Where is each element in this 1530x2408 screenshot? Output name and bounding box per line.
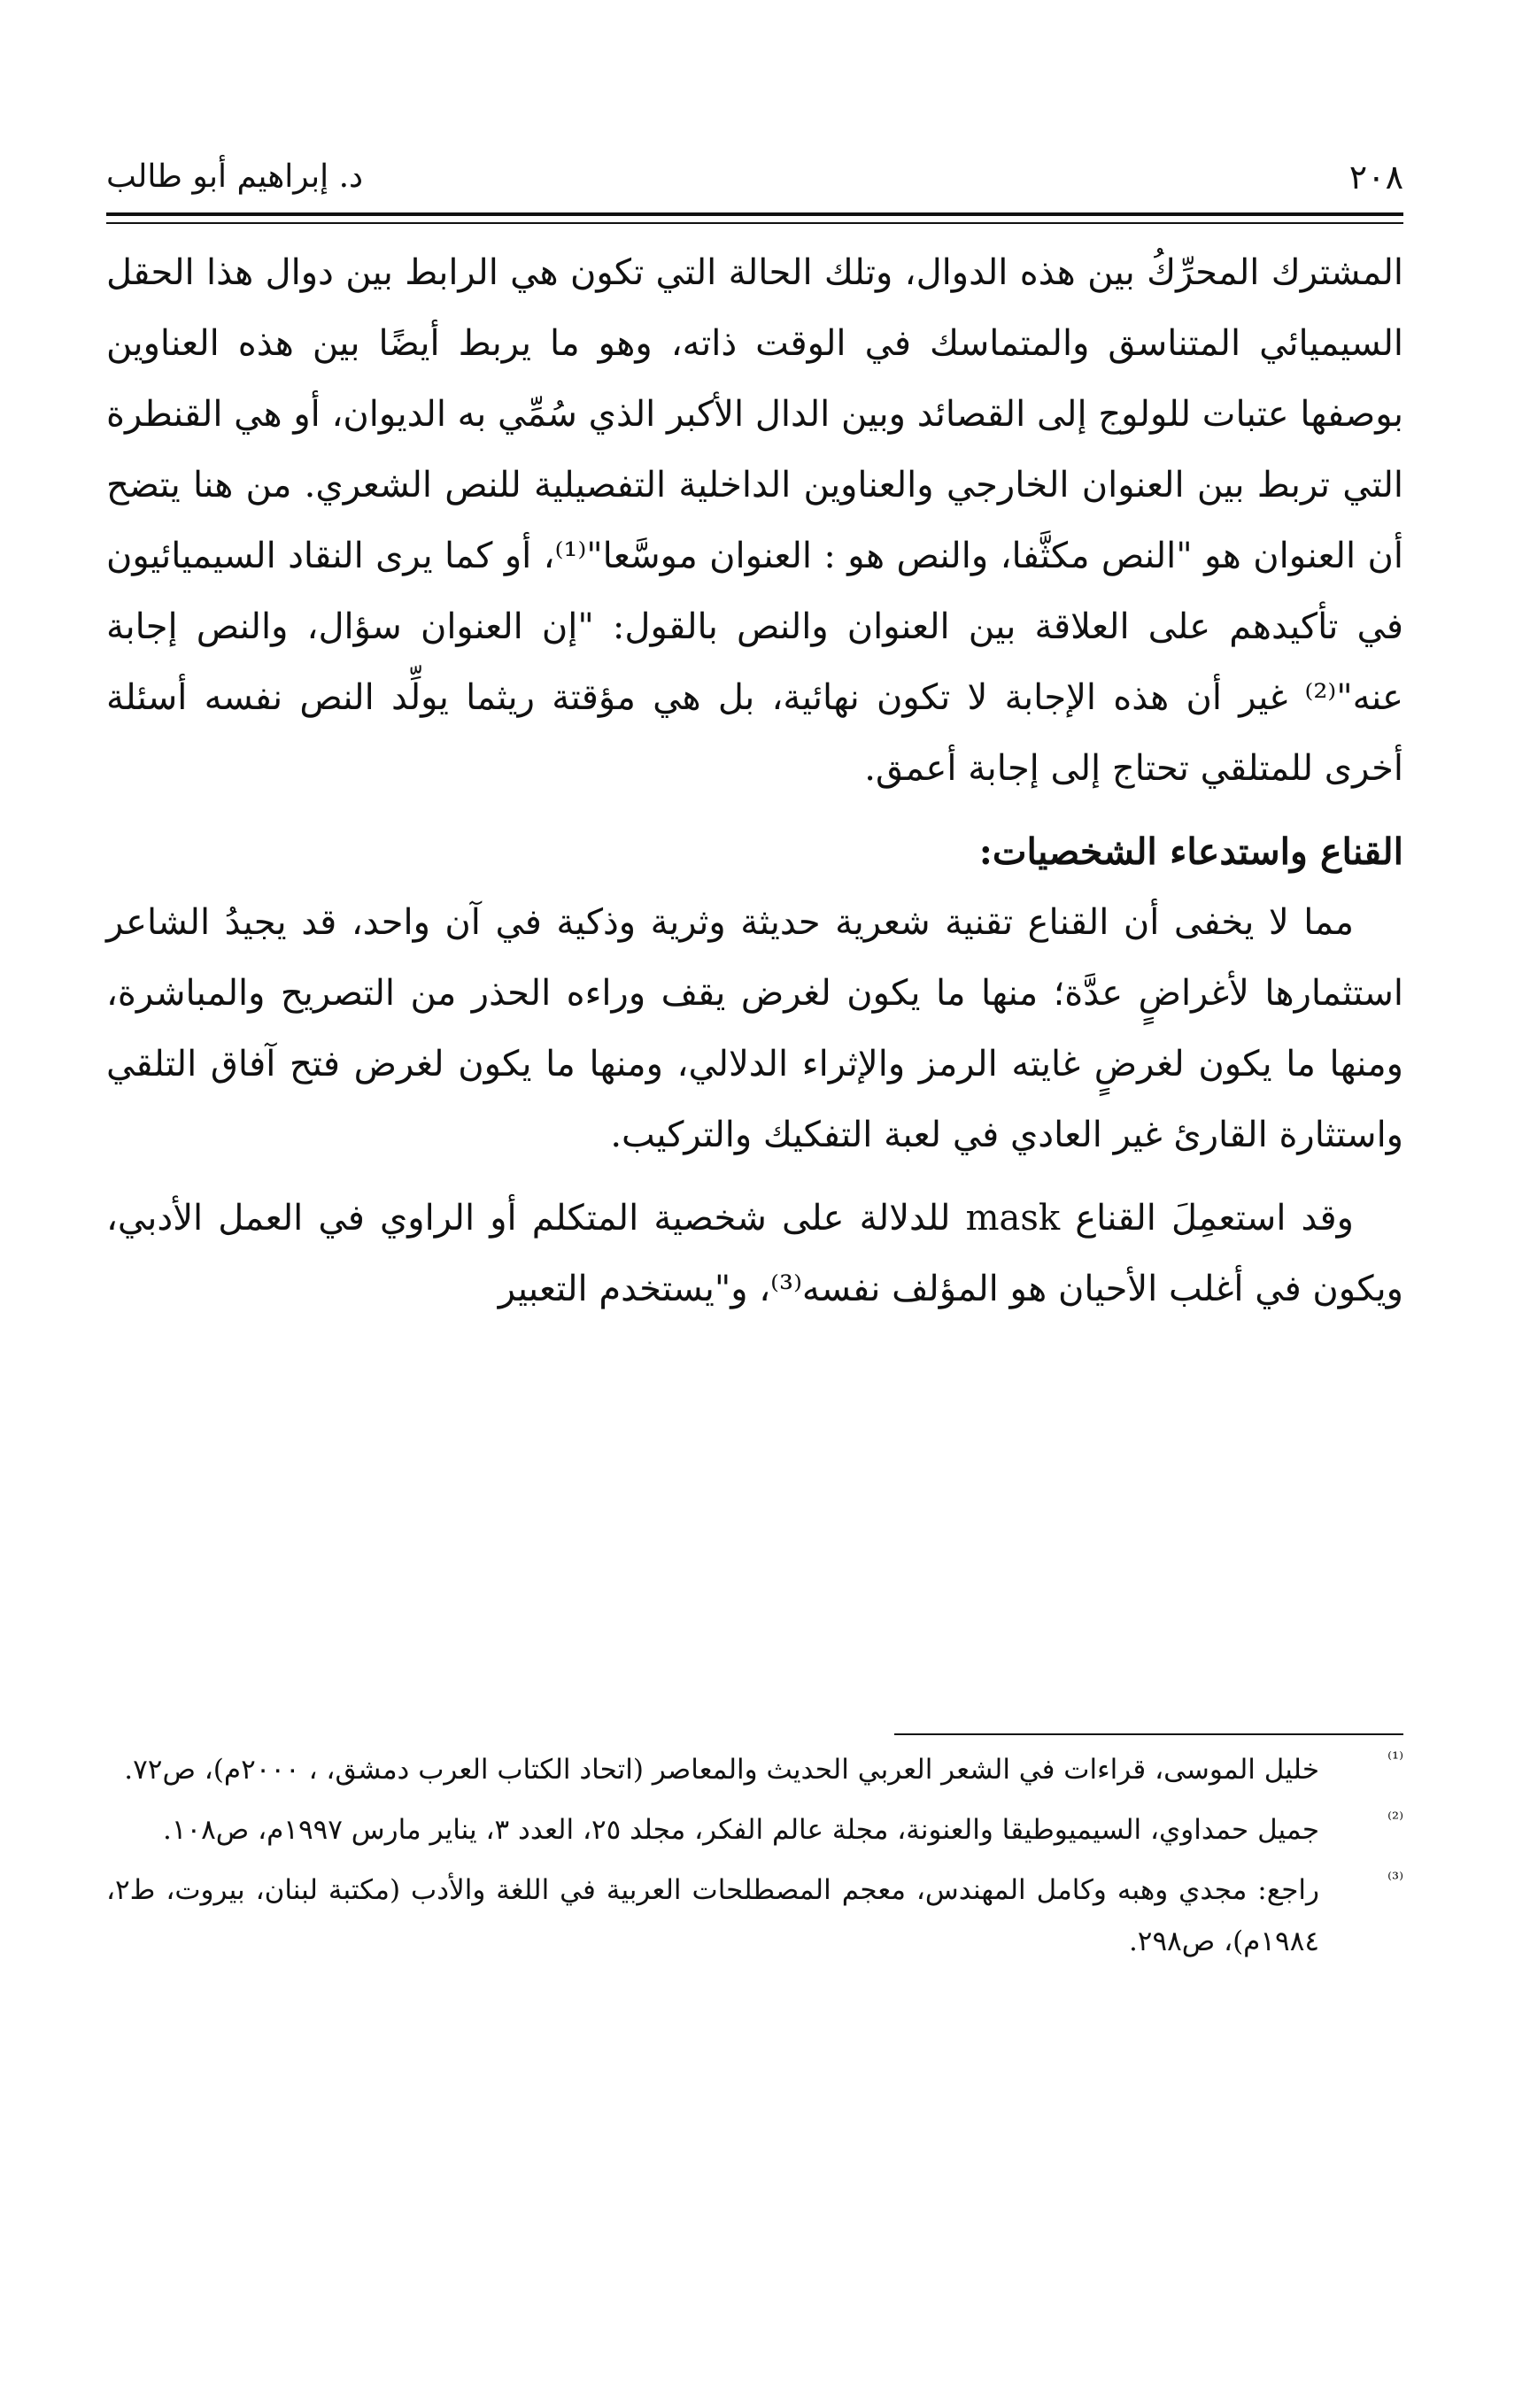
- paragraph: مما لا يخفى أن القناع تقنية شعرية حديثة وثرية وذكية في آن واحد، قد يجيدُ الشاعر استثمارها لأغراضٍ عدَّة؛ منها ما يكون لغرض يقف وراءه الحذر من التصريح والمباشرة، ومنها ما يكون لغرضٍ غايته الرمز والإثراء الدلالي، ومنها ما يكون لغرض فتح آفاق التلقي واستثارة القارئ غير العادي في لعبة التفكيك والتركيب.: [106, 902, 1403, 1155]
- page-number: ٢٠٨: [1348, 158, 1403, 197]
- paragraph-continued: المشترك المحرِّكُ بين هذه الدوال، وتلك الحالة التي تكون هي الرابط بين دوال هذا الحقل السيميائي المتناسق والمتماسك في الوقت ذاته، وهو ما يربط أيضًا بين هذه العناوين بوصفها عتبات للولوج إلى القصائد وبين الدال الأكبر الذي سُمِّي به الديوان، أو هي القنطرة التي تربط بين العنوان الخارجي والعناوين الداخلية التفصيلية للنص الشعري. من هنا يتضح أن العنوان هو "النص مكثَّفا، والنص هو : العنوان موسَّعا"⁽¹⁾، أو كما يرى النقاد السيميائيون في تأكيدهم على العلاقة بين العنوان والنص بالقول: "إن العنوان سؤال، والنص إجابة عنه"⁽²⁾ غير أن هذه الإجابة لا تكون نهائية، بل هي مؤقتة ريثما يولِّد النص نفسه أسئلة أخرى للمتلقي تحتاج إلى إجابة أعمق.: [106, 252, 1404, 789]
- footnote-text: خليل الموسى، قراءات في الشعر العربي الحديث والمعاصر (اتحاد الكتاب العرب دمشق، ، ٢٠٠٠م)، ص٧٢.: [124, 1754, 1319, 1786]
- running-header: [106, 150, 1403, 204]
- paragraph: وقد استعمِلَ القناع mask للدلالة على شخصية المتكلم أو الراوي في العمل الأدبي، ويكون في أغلب الأحيان هو المؤلف نفسه⁽³⁾، و"يستخدم التعبير: [106, 1198, 1403, 1309]
- section-heading: القناع واستدعاء الشخصيات:: [978, 830, 1403, 873]
- running-head-author: د. إبراهيم أبو طالب: [106, 158, 364, 195]
- footnotes: [106, 1744, 1403, 1976]
- footnote-3: [106, 1864, 1403, 1967]
- main-text: [106, 237, 1403, 1324]
- footnote-separator: [894, 1733, 1403, 1735]
- footnote-2: [106, 1804, 1403, 1856]
- footnote-marker: ⁽²⁾: [1387, 1808, 1403, 1829]
- footnote-marker: ⁽¹⁾: [1387, 1748, 1403, 1769]
- footnote-text: جميل حمداوي، السيميوطيقا والعنونة، مجلة عالم الفكر، مجلد ٢٥، العدد ٣، يناير مارس ١٩٩٧م، ص١٠٨.: [162, 1814, 1319, 1846]
- footnote-text: راجع: مجدي وهبه وكامل المهندس، معجم المصطلحات العربية في اللغة والأدب (مكتبة لبنان، بيروت، ط٢، ١٩٨٤م)، ص٢٩٨.: [106, 1874, 1319, 1957]
- footnote-1: [106, 1744, 1403, 1795]
- footnote-marker: ⁽³⁾: [1387, 1868, 1403, 1889]
- header-rule-thin: [106, 222, 1403, 224]
- header-rule-thick: [106, 212, 1403, 216]
- paragraph-spacer: [106, 1170, 1403, 1183]
